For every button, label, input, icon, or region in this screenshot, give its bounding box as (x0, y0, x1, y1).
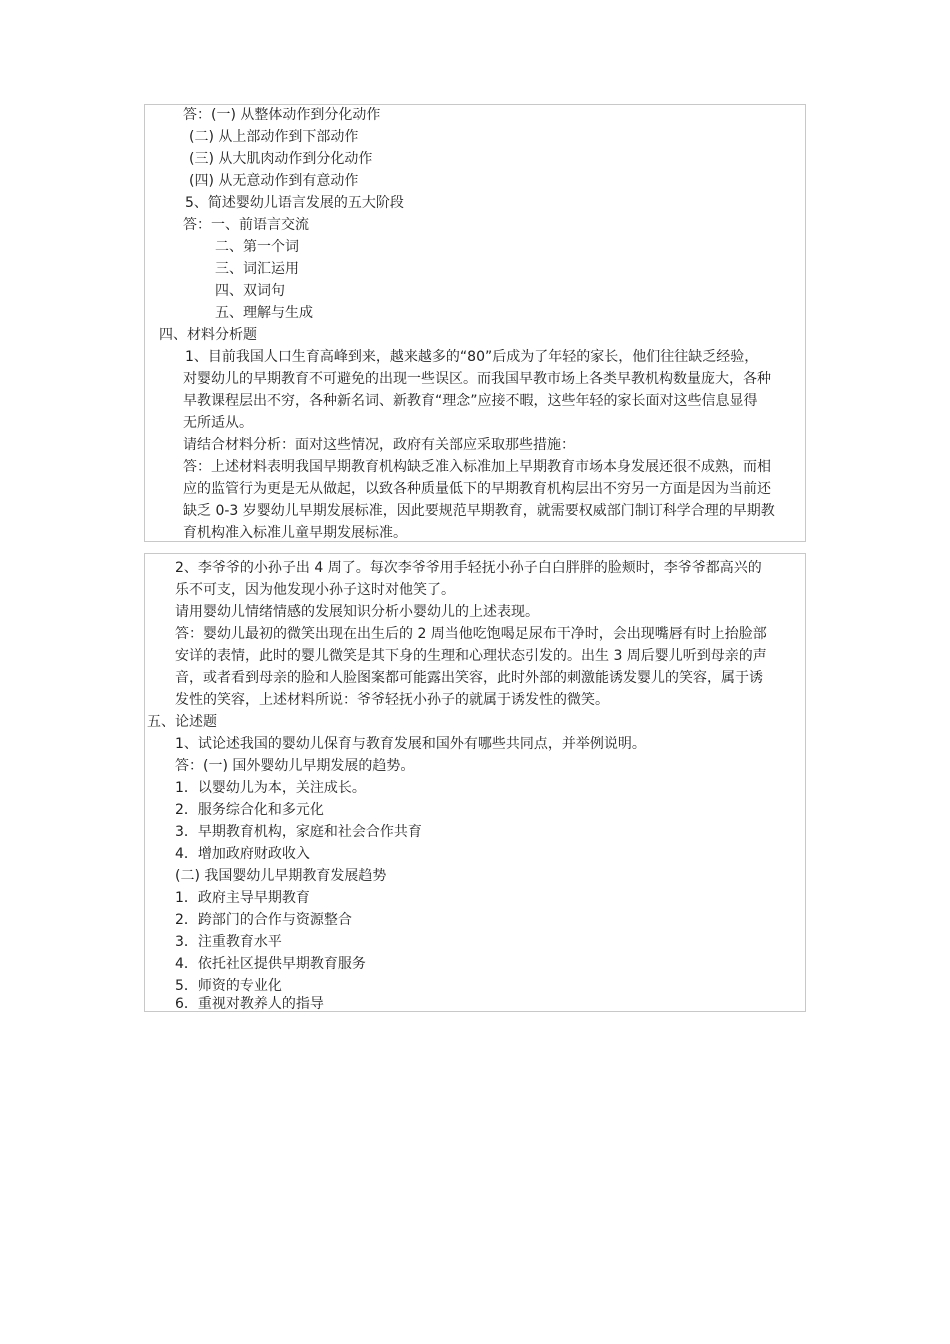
list-item: 1．以婴幼儿为本，关注成长。 (175, 780, 366, 796)
question-line: 请结合材料分析：面对这些情况，政府有关部应采取那些措施： (183, 437, 575, 453)
text-line: 答：(一) 从整体动作到分化动作 (183, 107, 381, 123)
text-line: 乐不可支，因为他发现小孙子这时对他笑了。 (175, 582, 455, 598)
text-line: 无所适从。 (183, 415, 253, 431)
list-item: 4．依托社区提供早期教育服务 (175, 956, 366, 972)
list-item: 6．重视对教养人的指导 (175, 996, 324, 1012)
question-line: 5、简述婴幼儿语言发展的五大阶段 (185, 195, 404, 211)
text-line: 答：(一) 国外婴幼儿早期发展的趋势。 (175, 758, 415, 774)
text-line: 二、第一个词 (215, 239, 299, 255)
list-item: 5．师资的专业化 (175, 978, 282, 994)
text-line: 答：上述材料表明我国早期教育机构缺乏准入标准加上早期教育市场本身发展还很不成熟，而相 (183, 459, 771, 475)
text-line: (二) 我国婴幼儿早期教育发展趋势 (175, 868, 387, 884)
question-line: 1、试论述我国的婴幼儿保育与教育发展和国外有哪些共同点，并举例说明。 (175, 736, 646, 752)
text-line: (四) 从无意动作到有意动作 (189, 173, 359, 189)
text-line: 育机构准入标准儿童早期发展标准。 (183, 525, 407, 541)
list-item: 2．服务综合化和多元化 (175, 802, 324, 818)
text-line: 发性的笑容，上述材料所说：爷爷轻抚小孙子的就属于诱发性的微笑。 (175, 692, 609, 708)
text-line: (三) 从大肌肉动作到分化动作 (189, 151, 373, 167)
text-line: 五、理解与生成 (215, 305, 313, 321)
text-line: 答：一、前语言交流 (183, 217, 309, 233)
content-box-1 (144, 104, 806, 542)
list-item: 1．政府主导早期教育 (175, 890, 310, 906)
list-item: 3．早期教育机构，家庭和社会合作共育 (175, 824, 422, 840)
question-line: 请用婴幼儿情绪情感的发展知识分析小婴幼儿的上述表现。 (175, 604, 539, 620)
text-line: 三、词汇运用 (215, 261, 299, 277)
text-line: 四、双词句 (215, 283, 285, 299)
list-item: 3．注重教育水平 (175, 934, 282, 950)
text-line: 缺乏 0-3 岁婴幼儿早期发展标准，因此要规范早期教育，就需要权威部门制订科学合理的早期教 (183, 503, 775, 519)
text-line: 2、李爷爷的小孙子出 4 周了。每次李爷爷用手轻抚小孙子白白胖胖的脸颊时，李爷爷都高兴的 (175, 560, 762, 576)
list-item: 4．增加政府财政收入 (175, 846, 310, 862)
text-line: 1、目前我国人口生育高峰到来，越来越多的“80”后成为了年轻的家长，他们往往缺乏经验， (185, 349, 759, 365)
text-line: 早教课程层出不穷，各种新名词、新教育“理念”应接不暇，这些年轻的家长面对这些信息显得 (183, 393, 758, 409)
section-heading: 五、论述题 (147, 714, 217, 730)
list-item: 2．跨部门的合作与资源整合 (175, 912, 352, 928)
text-line: 对婴幼儿的早期教育不可避免的出现一些误区。而我国早教市场上各类早教机构数量庞大，各种 (183, 371, 771, 387)
text-line: 答：婴幼儿最初的微笑出现在出生后的 2 周当他吃饱喝足尿布干净时，会出现嘴唇有时上抬脸部 (175, 626, 767, 642)
text-line: 安详的表情，此时的婴儿微笑是其下身的生理和心理状态引发的。出生 3 周后婴儿听到母亲的声 (175, 648, 767, 664)
section-heading: 四、材料分析题 (159, 327, 257, 343)
text-line: 音，或者看到母亲的脸和人脸图案都可能露出笑容，此时外部的刺激能诱发婴儿的笑容，属于诱 (175, 670, 763, 686)
text-line: (二) 从上部动作到下部动作 (189, 129, 359, 145)
content-box-2 (144, 553, 806, 1012)
text-line: 应的监管行为更是无从做起，以致各种质量低下的早期教育机构层出不穷另一方面是因为当前还 (183, 481, 771, 497)
